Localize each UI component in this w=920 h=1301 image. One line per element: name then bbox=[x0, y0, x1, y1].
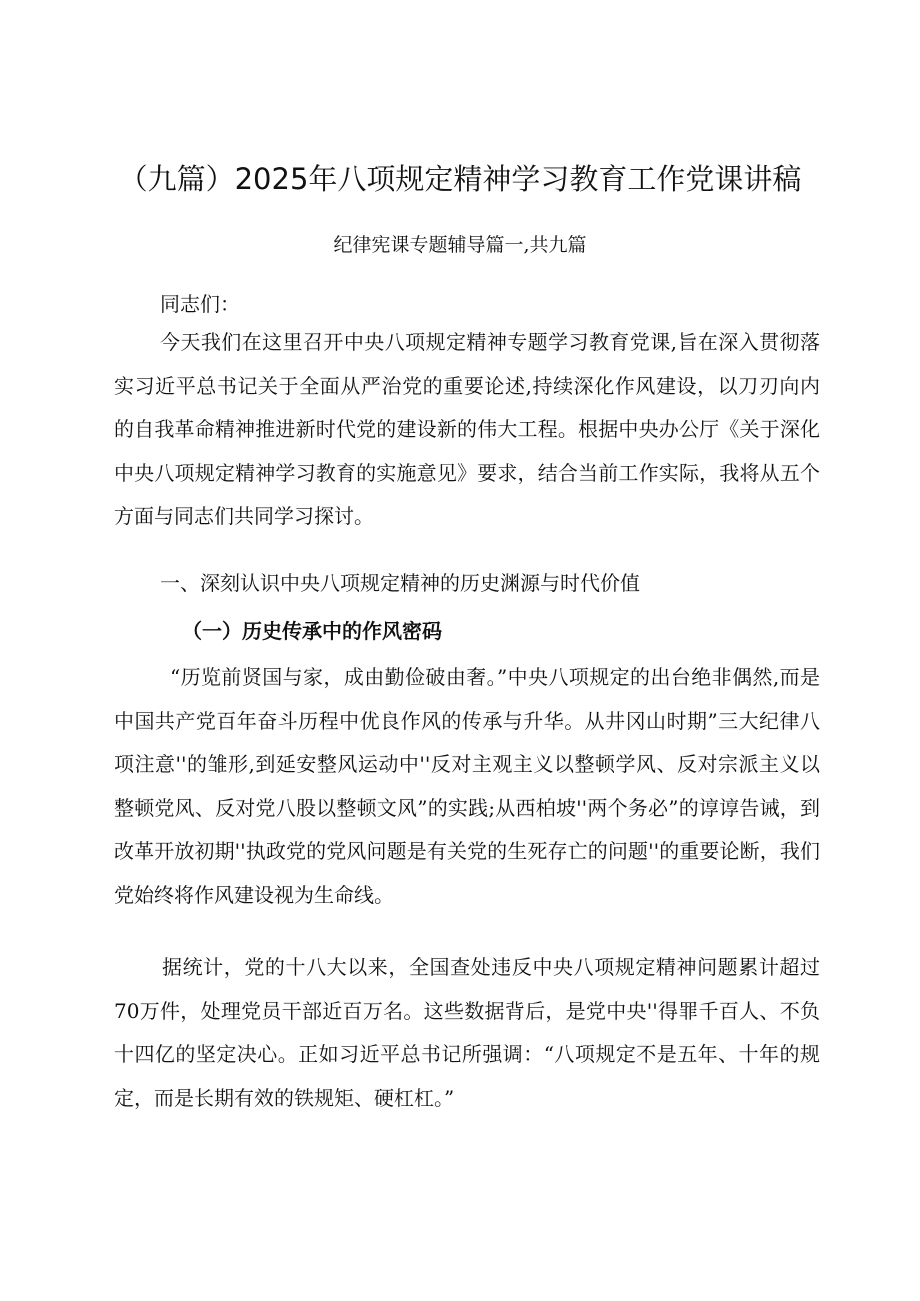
document-subtitle: 纪律宪课专题辅导篇一,共九篇 bbox=[333, 234, 587, 256]
paragraph-history: “历览前贤国与家，成由勤俭破由奢。”中央八项规定的出台绝非偶然,而是中国共产党百年奋斗历程中优良作风的传承与升华。从井冈山时期”三大纪律八项注意''的雏形,到延安整风运动中''反对主观主义以整顿学风、反对宗派主义以整顿党风、反对党八股以整顿文风”的实践;从西柏坡''两个务必”的谆谆告诫，到改革开放初期''执政党的党风问题是有关党的生死存亡的问题''的重要论断，我们党始终将作风建设视为生命线。 bbox=[114, 665, 820, 907]
section-heading: 一、深刻认识中央八项规定精神的历史渊源与时代价值 bbox=[160, 571, 640, 595]
subsection-heading: （一）历史传承中的作风密码 bbox=[182, 619, 442, 643]
greeting: 同志们： bbox=[160, 292, 240, 316]
paragraph-statistics: 据统计，党的十八大以来，全国查处违反中央八项规定精神问题累计超过70万件，处理党员干部近百万名。这些数据背后，是党中央''得罪千百人、不负十四亿的坚定决心。正如习近平总书记所强调：“八项规定不是五年、十年的规定，而是长期有效的铁规矩、硬杠杠。” bbox=[114, 955, 820, 1110]
paragraph-intro: 今天我们在这里召开中央八项规定精神专题学习教育党课,旨在深入贯彻落实习近平总书记关于全面从严治党的重要论述,持续深化作风建设，以刀刃向内的自我革命精神推进新时代党的建设新的伟大工程。根据中央办公厅《关于深化中央八项规定精神学习教育的实施意见》要求，结合当前工作实际，我将从五个方面与同志们共同学习探讨。 bbox=[114, 330, 820, 528]
document-title: （九篇）2025年八项规定精神学习教育工作党课讲稿 bbox=[118, 162, 802, 196]
